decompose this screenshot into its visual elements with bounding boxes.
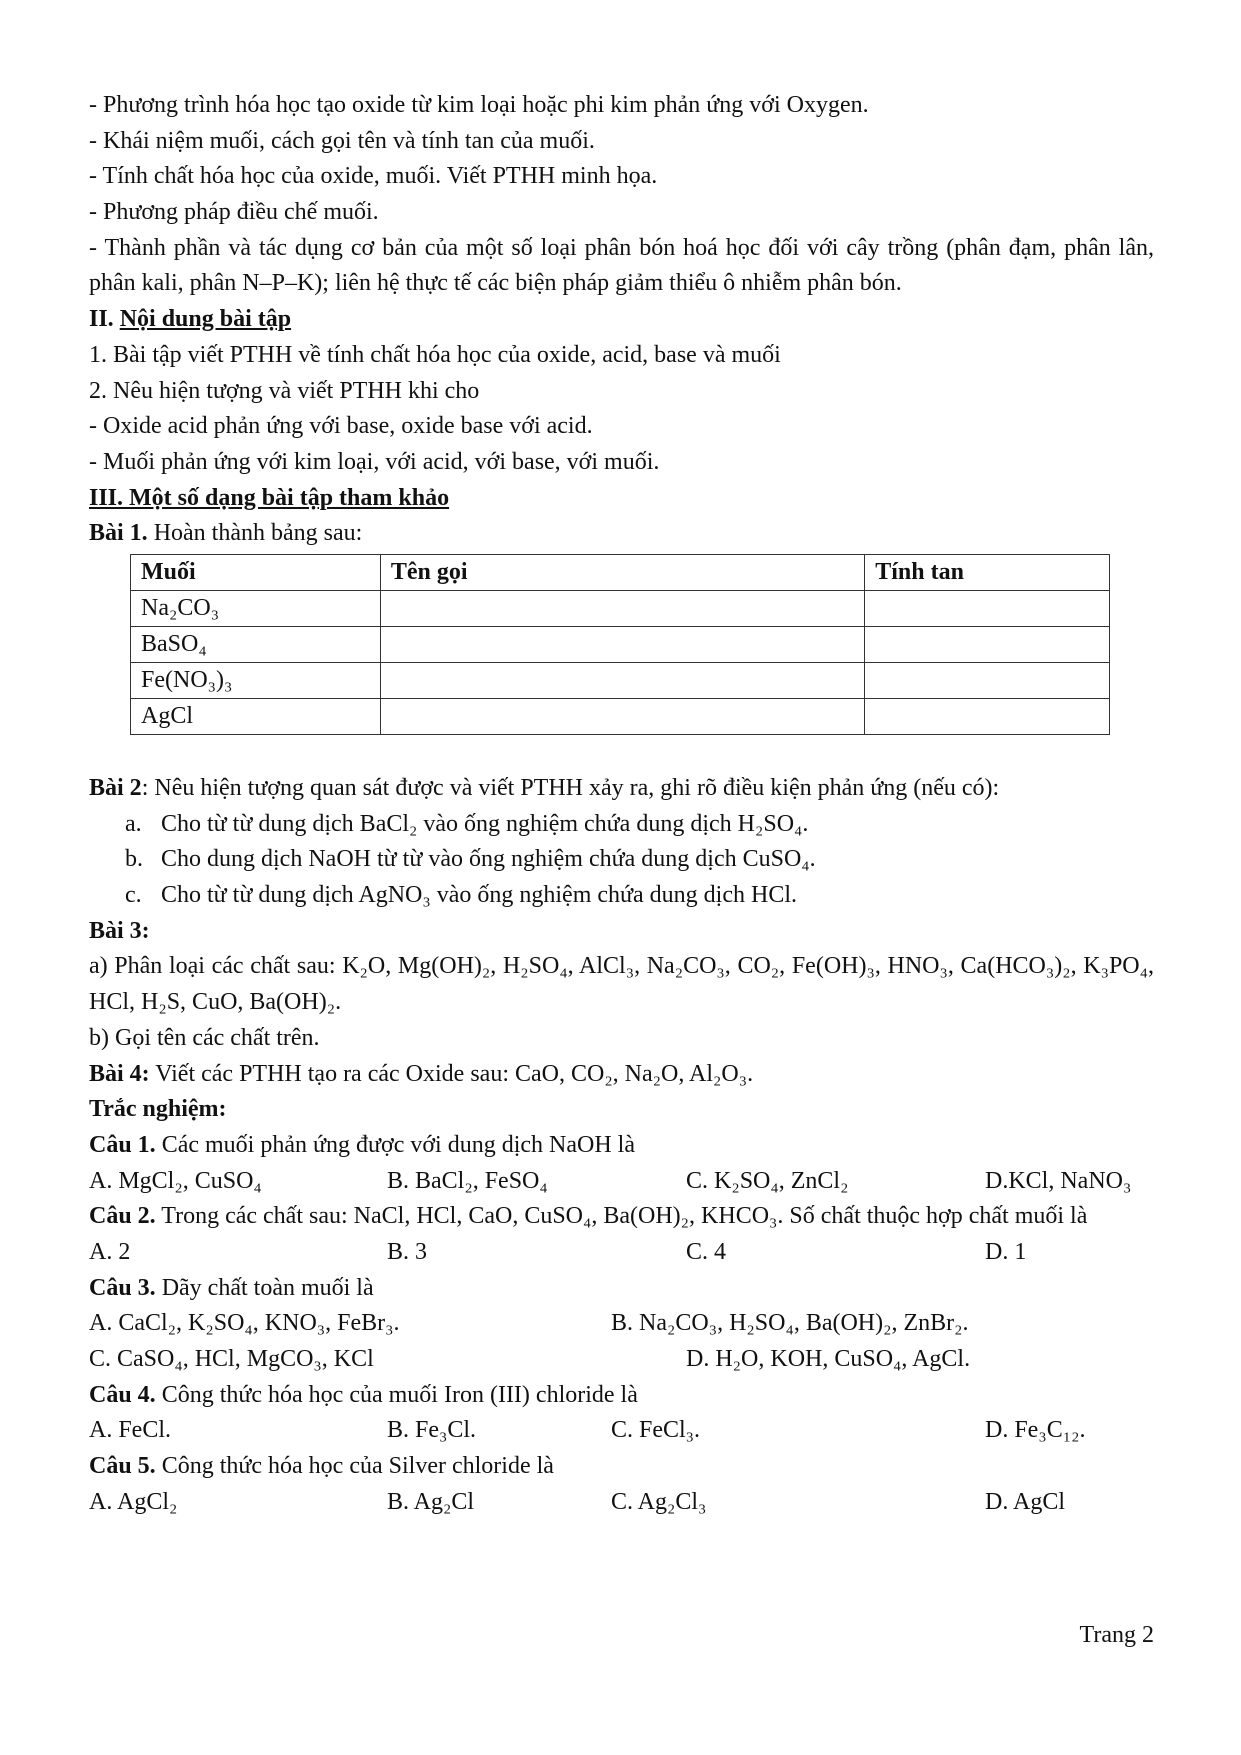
table-cell-salt: AgCl [131, 698, 381, 734]
question-label: Câu 4. [89, 1381, 156, 1408]
table-cell-name[interactable] [380, 698, 864, 734]
bai-2-text: : Nêu hiện tượng quan sát được và viết PTHH xảy ra, ghi rõ điều kiện phản ứng (nếu có): [141, 774, 1000, 801]
bai-2-item [89, 842, 1154, 878]
section-2-roman: II. [89, 306, 120, 333]
option-c[interactable]: C. Ag₂Cl₃ [611, 1488, 707, 1515]
bai-2-item [89, 878, 1154, 914]
question-options [89, 1306, 1154, 1342]
salt-table [130, 554, 1110, 735]
table-row [131, 626, 1110, 662]
option-a[interactable]: A. MgCl₂, CuSO₄ [89, 1167, 262, 1194]
item-text: Cho từ từ dung dịch BaCl₂ vào ống nghiệm chứa dung dịch H₂SO₄. [161, 810, 809, 837]
question [89, 1199, 1154, 1235]
bai-1-label: Bài 1. [89, 520, 148, 547]
option-b[interactable]: B. Fe₃Cl. [387, 1417, 477, 1444]
intro-line: - Phương trình hóa học tạo oxide từ kim loại hoặc phi kim phản ứng với Oxygen. [89, 92, 869, 118]
bai-4-label: Bài 4: [89, 1060, 150, 1087]
item-text: Cho dung dịch NaOH từ từ vào ống nghiệm chứa dung dịch CuSO₄. [161, 846, 816, 873]
bai-4 [89, 1057, 1154, 1093]
option-a[interactable]: A. CaCl₂, K₂SO₄, KNO₃, FeBr₃. [89, 1310, 400, 1337]
question-text: Công thức hóa học của muối Iron (III) chloride là [155, 1381, 638, 1408]
bai-1 [89, 516, 1154, 552]
bai-1-text: Hoàn thành bảng sau: [147, 520, 363, 547]
table-cell-name[interactable] [380, 626, 864, 662]
option-d[interactable]: D. AgCl [985, 1488, 1066, 1515]
question-text: Trong các chất sau: NaCl, HCl, CaO, CuSO₄, Ba(OH)₂, KHCO₃. Số chất thuộc hợp chất muối là [155, 1203, 1088, 1230]
table-cell-solubility[interactable] [865, 698, 1110, 734]
item-text: Cho từ từ dung dịch AgNO₃ vào ống nghiệm chứa dung dịch HCl. [161, 882, 797, 909]
table-cell-salt: Fe(NO₃)₃ [131, 662, 381, 698]
intro-paragraph: - Thành phần và tác dụng cơ bản của một số loại phân bón hoá học đối với cây trồng (phân đạm, phân lân, phân kali, phân N–P–K); liên hệ thực tế các biện pháp giảm thiểu ô nhiễm phân bón. [89, 234, 1154, 297]
option-a[interactable]: A. FeCl. [89, 1417, 172, 1444]
section-2-line: 2. Nêu hiện tượng và viết PTHH khi cho [89, 377, 480, 404]
bai-3-part-b: b) Gọi tên các chất trên. [89, 1024, 320, 1051]
table-row [131, 698, 1110, 734]
question-label: Câu 1. [89, 1131, 156, 1158]
question-options [89, 1164, 1154, 1200]
table-cell-solubility[interactable] [865, 662, 1110, 698]
table-cell-salt: BaSO₄ [131, 626, 381, 662]
question-text: Dãy chất toàn muối là [155, 1274, 374, 1301]
bai-4-text: Viết các PTHH tạo ra các Oxide sau: CaO, CO₂, Na₂O, Al₂O₃. [149, 1060, 754, 1087]
question-options [89, 1485, 1154, 1521]
table-cell-solubility[interactable] [865, 626, 1110, 662]
intro-line: - Khái niệm muối, cách gọi tên và tính tan của muối. [89, 127, 595, 154]
option-c[interactable]: C. FeCl₃. [611, 1417, 701, 1444]
table-cell-solubility[interactable] [865, 590, 1110, 626]
bai-2-item [89, 807, 1154, 843]
option-d[interactable]: D. Fe₃C₁₂. [985, 1417, 1086, 1444]
bai-2 [89, 771, 1154, 807]
option-a[interactable]: A. AgCl₂ [89, 1488, 178, 1515]
table-cell-salt: Na₂CO₃ [131, 590, 381, 626]
intro-line: - Tính chất hóa học của oxide, muối. Viết PTHH minh họa. [89, 163, 658, 190]
option-d[interactable]: D.KCl, NaNO₃ [985, 1167, 1132, 1194]
option-c[interactable]: C. CaSO₄, HCl, MgCO₃, KCl [89, 1346, 374, 1373]
question [89, 1449, 1154, 1485]
item-letter: c. [125, 882, 142, 909]
item-letter: b. [125, 846, 143, 873]
table-row [131, 662, 1110, 698]
section-3-heading: III. Một số dạng bài tập tham khảo [89, 484, 450, 511]
table-row [131, 590, 1110, 626]
intro-line: - Phương pháp điều chế muối. [89, 199, 379, 226]
document-page [89, 88, 1154, 1520]
table-cell-name[interactable] [380, 662, 864, 698]
question-label: Câu 3. [89, 1274, 156, 1301]
question-text: Công thức hóa học của Silver chloride là [155, 1453, 554, 1480]
bai-3-label: Bài 3: [89, 917, 150, 944]
question [89, 1128, 1154, 1164]
section-2-line: 1. Bài tập viết PTHH về tính chất hóa học của oxide, acid, base và muối [89, 341, 781, 368]
table-header-cell: Tên gọi [380, 554, 864, 590]
option-c[interactable]: C. K₂SO₄, ZnCl₂ [686, 1167, 849, 1194]
question-text: Các muối phản ứng được với dung dịch NaOH là [155, 1131, 635, 1158]
option-b[interactable]: B. Na₂CO₃, H₂SO₄, Ba(OH)₂, ZnBr₂. [611, 1310, 969, 1337]
question [89, 1271, 1154, 1307]
question-options [89, 1342, 1154, 1378]
option-b[interactable]: B. 3 [387, 1238, 428, 1265]
option-b[interactable]: B. Ag₂Cl [387, 1488, 475, 1515]
option-b[interactable]: B. BaCl₂, FeSO₄ [387, 1167, 548, 1194]
page-number: Trang 2 [1079, 1622, 1154, 1648]
option-d[interactable]: D. H₂O, KOH, CuSO₄, AgCl. [686, 1346, 971, 1373]
section-2-line: - Muối phản ứng với kim loại, với acid, với base, với muối. [89, 448, 660, 475]
bai-2-label: Bài 2 [89, 774, 142, 801]
question-label: Câu 2. [89, 1203, 156, 1230]
trac-nghiem-heading: Trắc nghiệm: [89, 1096, 227, 1123]
question-label: Câu 5. [89, 1453, 156, 1480]
question-options [89, 1413, 1154, 1449]
option-c[interactable]: C. 4 [686, 1238, 727, 1265]
question-options [89, 1235, 1154, 1271]
option-d[interactable]: D. 1 [985, 1238, 1027, 1265]
option-a[interactable]: A. 2 [89, 1238, 131, 1265]
item-letter: a. [125, 810, 142, 837]
section-2-title: Nội dung bài tập [119, 306, 292, 333]
table-header-row [131, 554, 1110, 590]
section-2-heading [89, 302, 1154, 338]
section-2-line: - Oxide acid phản ứng với base, oxide base với acid. [89, 413, 593, 440]
table-header-cell: Tính tan [865, 554, 1110, 590]
table-cell-name[interactable] [380, 590, 864, 626]
bai-3-part-a: a) Phân loại các chất sau: K₂O, Mg(OH)₂, H₂SO₄, AlCl₃, Na₂CO₃, CO₂, Fe(OH)₃, HNO₃, Ca(HCO₃)₂, K₃PO₄, HCl, H₂S, CuO, Ba(OH)₂. [89, 953, 1154, 1016]
question [89, 1378, 1154, 1414]
table-header-cell: Muối [131, 554, 381, 590]
